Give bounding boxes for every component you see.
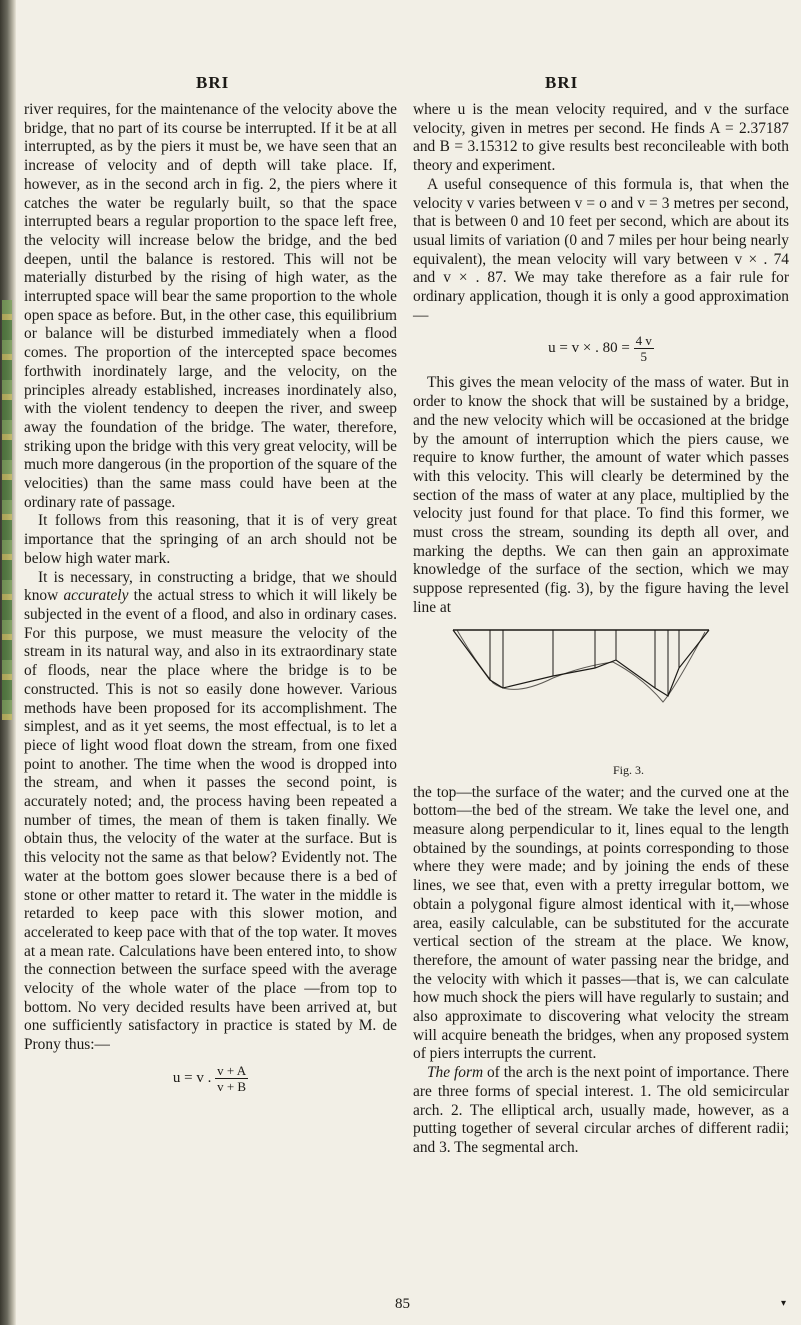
formula-numerator: v + A — [217, 1062, 247, 1078]
left-paragraph-1: river requires, for the maintenance of the velocity above the bridge, that no part of its course be interrupted. If it be at all interrupted, as by the piers it must be, we have seen that an increase of velocity and of depth will take place. If, however, as in the second arch in fig. 2, the piers where it catches the water be regularly built, so that the space interrupted bears a regular proportion to the space left free, the velocity will increase below the bridge, and the bed deepen, until the balance is restored. This will not be materially disturbed by the rising of high water, as the interrupted space will bear the same proportion to the whole open space as before. But, in the other case, this equilibrium or balance will be disturbed immediately when a flood comes. The proportion of the intercepted space becomes forthwith inordinately large, and the velocity, on the principles already established, increases inordinately also, with the violent tendency to deepen the river, and sweep away the foundation of the bridge. The water, therefore, striking upon the bridge with this very great velocity, will be much more dangerous (in the proportion of the square of the velocities) than the same mass could have been at the ordinary rate of passage. — [24, 101, 398, 511]
corner-mark: ▾ — [781, 1298, 787, 1309]
prony-formula — [24, 1063, 397, 1094]
page-tabs — [2, 300, 12, 720]
text-span: the actual stress to which it will likely be subjected in the event of a flood, and also in ordinary cases. For this purpose, we must measure the velocity of the stream in its natural way, and also in its extraordinary state of floods, near the place where the bridge is to be constructed. This is not so easily done however. Various methods have been proposed for its accomplishment. The simplest, and as it yet seems, the most effectual, is to let a piece of light wood float down the stream, from one fixed point to another. The time when the wood is dropped into the stream, and when it passes the second point, is accurately noted; and, the process having been repeated a number of times, the mean of them is taken finally. We obtain thus, the velocity of the water at the surface. But is this velocity not the same as that below? Evidently not. The water at the bottom goes slower because there is a bed of stone or other matter to retard it. The water in the middle is retarded to keep pace with this slower motion, and accelerated to keep pace with that of the top water. It moves at a mean rate. Calculations have been entered into, to show the connection between the surface speed with the average velocity of the whole water of the place —from top to bottom. No very decided results have been arrived at, but one sufficiently satisfactory in practice is stated by M. de Prony thus:— — [24, 587, 397, 1054]
formula-denominator: v + B — [217, 1078, 247, 1094]
figure-3-river-section — [413, 628, 789, 778]
formula-lhs: u = v × . 80 = — [548, 340, 630, 357]
figure-caption: Fig. 3. — [613, 762, 645, 777]
right-paragraph-3: This gives the mean velocity of the mass of water. But in order to know the shock that will be sustained by a bridge, and the new velocity which will be occasioned at the bridge by the amount of interruption which the piers cause, we require to know further, the amount of water which passes with this velocity. This will clearly be determined by the section of the mass of water at any place, multiplied by the velocity just found for that place. To find this former, we must cross the stream, sounding its depth all over, and marking the depths. We can then gain an approximate knowledge of the surface of the section, which we may suppose represented (fig. 3), by the figure having the level line at — [413, 374, 789, 616]
header-left: BRI — [196, 73, 230, 92]
formula-fraction — [215, 1063, 248, 1094]
approximation-formula — [413, 333, 789, 364]
right-paragraph-2: A useful consequence of this formula is, that when the velocity v varies between v = o and v = 3 metres per second, that is between 0 and 10 feet per second, which are about its usual limits of variation (0 and 7 miles per hour being nearly equivalent), the mean velocity will vary between v × . 74 and v × . 87. We may take therefore as a fair rule for ordinary application, though it is only a good approximation— — [413, 175, 789, 324]
left-paragraph-2: It follows from this reasoning, that it is of very great importance that the springing of an arch should not be below high water mark. — [24, 512, 397, 567]
header-right: BRI — [545, 73, 579, 92]
page-binding-edge — [0, 0, 16, 1325]
right-paragraph-4: the top—the surface of the water; and the curved one at the bottom—the bed of the stream. We take the level one, and measure along perpendicular to it, lines equal to the length obtained by the soundings, at points corresponding to those where they were made; and by joining the ends of these lines, we see that, even with a pretty irregular bottom, we obtain a polygonal figure almost identical with it,—whose area, easily calculable, can be substituted for the accurate vertical section of the stream at the place. We know, therefore, the amount of water passing near the bridge, and the velocity with which it passes—that is, we can calculate how much shock the piers will have regularly to sustain; and also approximate to discovering what velocity the stream will acquire beneath the bridges, when any proposed system of piers interrupts the current. — [413, 783, 789, 1063]
formula-lhs: u = v . — [172, 1069, 212, 1086]
right-column — [413, 101, 789, 1158]
text-span: of the arch is the next point of importance. There are three forms of special interest. 1. The old semicircular arch. 2. The elliptical arch, usually made, however, as a putting together of several circular arches of different radii; and 3. The segmental arch. — [413, 1064, 789, 1156]
page-number: 85 — [395, 1296, 410, 1312]
formula-denominator: 5 — [640, 349, 647, 365]
formula-numerator: 4 v — [635, 333, 652, 349]
emphasis-the-form: The form — [427, 1064, 484, 1082]
polygonal-bed-line — [453, 630, 709, 696]
emphasis-accurately: accurately — [63, 587, 129, 605]
formula-fraction — [634, 333, 654, 364]
left-paragraph-3 — [24, 569, 397, 1055]
right-paragraph-1: where u is the mean velocity required, and v the surface velocity, given in metres per second. He finds A = 2.37187 and B = 3.15312 to give results best reconcileable with both theory and experiment. — [413, 101, 789, 175]
text-span: It is necessary, in constructing a bridge, that we should know — [24, 568, 397, 605]
left-column — [24, 101, 397, 1104]
right-paragraph-5 — [413, 1064, 789, 1158]
river-section-diagram — [413, 628, 789, 778]
